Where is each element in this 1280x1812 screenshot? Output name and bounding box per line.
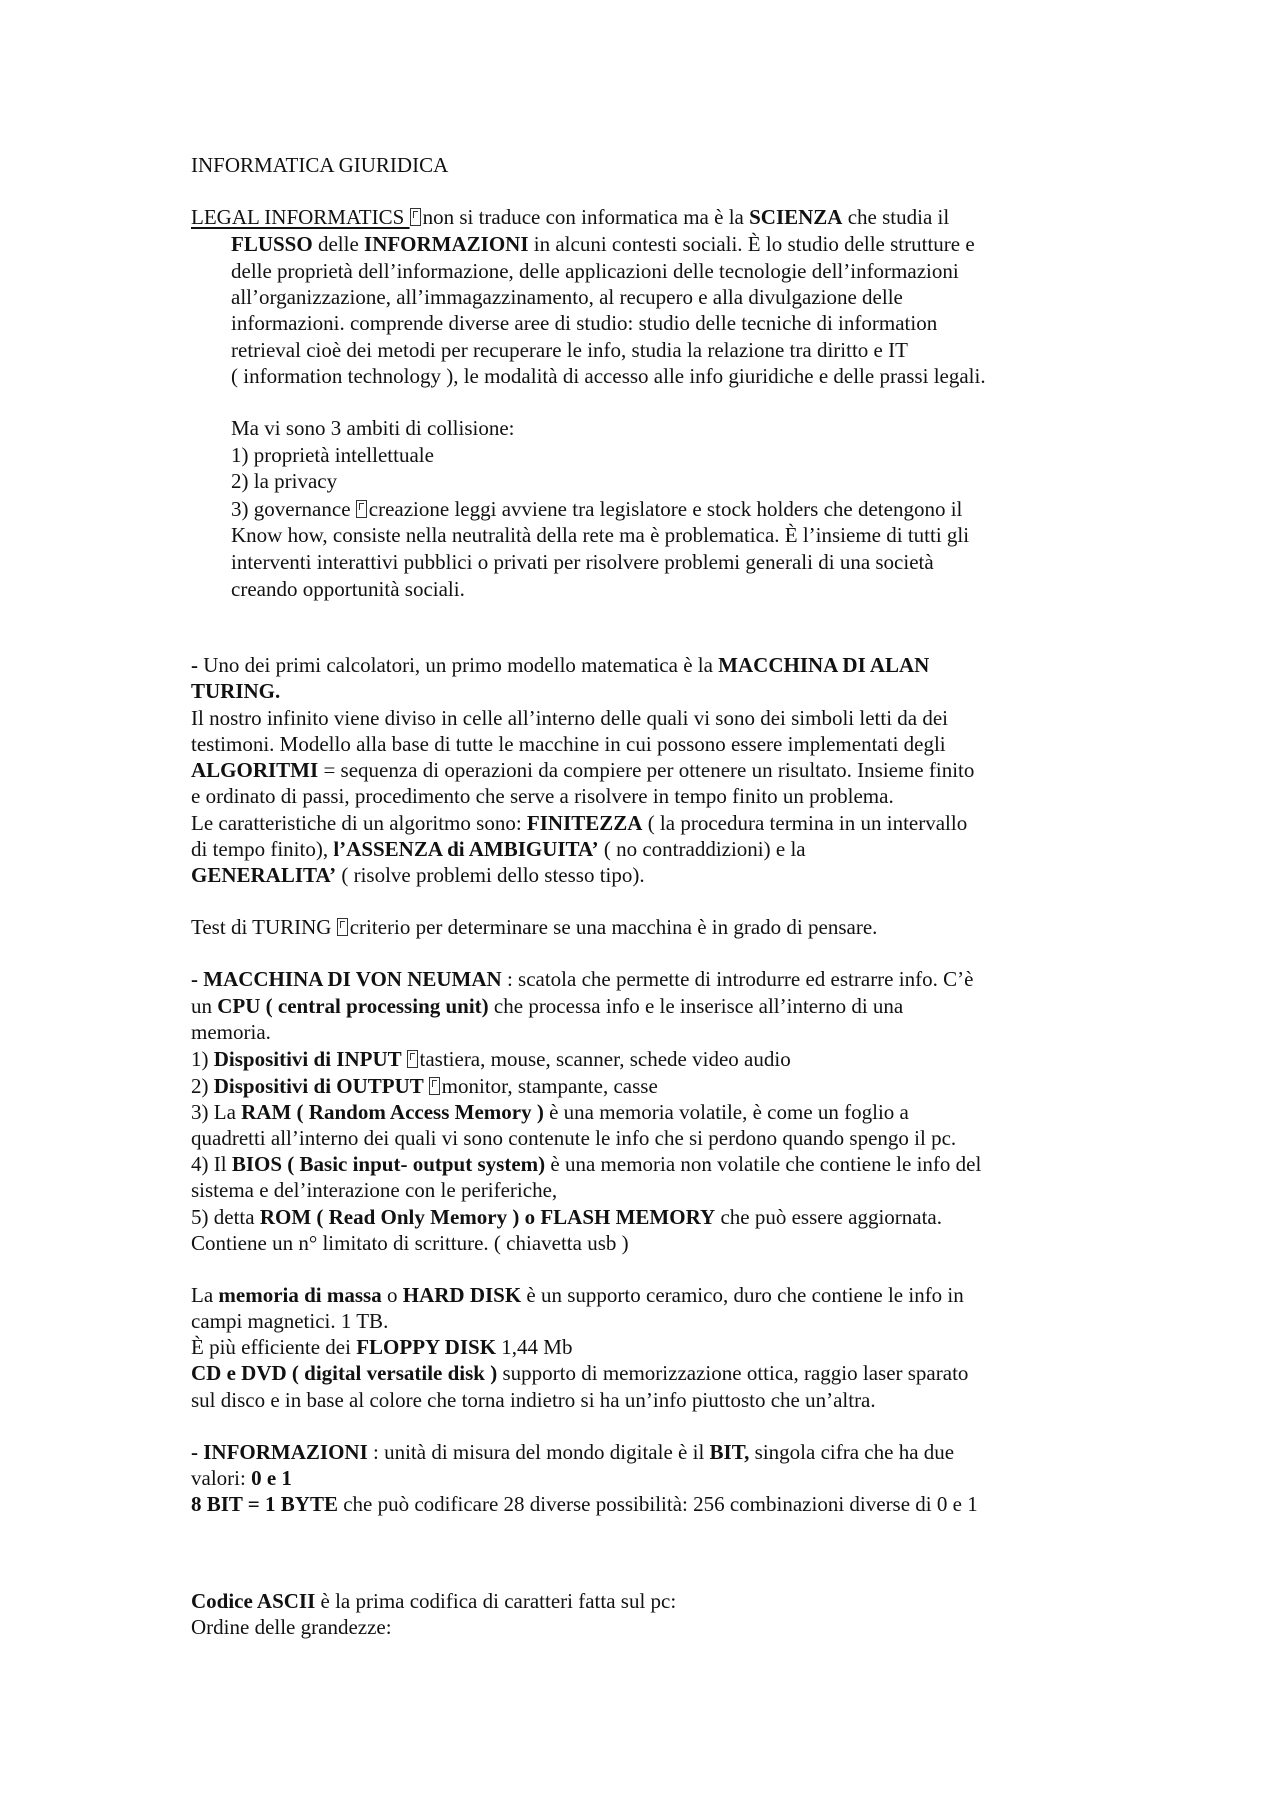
missing-glyph-icon [429, 1077, 440, 1095]
missing-glyph-icon [337, 918, 348, 936]
turing-line-1 [191, 652, 929, 678]
text-run: criterio per determinare se una macchina è in grado di pensare. [349, 915, 878, 939]
legal-line-7: ( information technology ), le modalità di accesso alle info giuridiche e delle prassi legali. [231, 364, 986, 388]
bold-text: - [191, 653, 204, 677]
text-run: in alcuni contesti sociali. È lo studio delle strutture e [528, 232, 975, 256]
text-run: : unità di misura del mondo digitale è il [367, 1440, 710, 1464]
text-run: singola cifra che ha due [749, 1440, 955, 1464]
text-run: Le caratteristiche di un algoritmo sono: [191, 811, 527, 835]
bold-text: - INFORMAZIONI [191, 1440, 368, 1464]
text-run: che può essere aggiornata. [715, 1205, 943, 1229]
missing-glyph-icon [410, 208, 421, 226]
text-run: valori: [191, 1466, 252, 1490]
ambiti-item-3-line-2: Know how, consiste nella neutralità della rete ma è problematica. È l’insieme di tutti gli [231, 523, 970, 547]
ambiti-intro: Ma vi sono 3 ambiti di collisione: [231, 416, 515, 440]
text-run: supporto di memorizzazione ottica, raggio laser sparato [497, 1361, 969, 1385]
bold-text: FLOPPY DISK [356, 1335, 497, 1359]
bold-text: SCIENZA [749, 205, 843, 229]
bold-text: Dispositivi di OUTPUT [213, 1074, 429, 1098]
massa-line-4 [191, 1360, 968, 1386]
text-run: un [191, 994, 218, 1018]
neuman-item-1 [191, 1046, 791, 1072]
info-line-2 [191, 1465, 292, 1491]
text-run: ( risolve problemi dello stesso tipo). [336, 863, 645, 887]
bold-text: HARD DISK [402, 1283, 522, 1307]
turing-line-5 [191, 757, 974, 783]
turing-line-2 [191, 678, 280, 704]
text-run: : scatola che permette di introdurre ed estrarre info. C’è [501, 967, 974, 991]
info-line-1 [191, 1439, 954, 1465]
missing-glyph-icon [356, 500, 367, 518]
bold-text: GENERALITA’ [191, 863, 337, 887]
missing-glyph-icon [407, 1050, 418, 1068]
bold-text: Codice ASCII [191, 1589, 316, 1613]
text-run: 2) [191, 1074, 214, 1098]
ambiti-item-3-line-4: creando opportunità sociali. [231, 577, 465, 601]
text-run: è una memoria non volatile che contiene le info del [545, 1152, 982, 1176]
bold-text: TURING. [191, 679, 281, 703]
turing-line-7 [191, 810, 967, 836]
massa-line-5: sul disco e in base al colore che torna indietro si ha un’info piuttosto che un’altra. [191, 1388, 876, 1412]
neuman-item-4 [191, 1151, 981, 1177]
turing-line-4: testimoni. Modello alla base di tutte le macchine in cui possono essere implementati degli [191, 732, 946, 756]
bold-text: 8 BIT = 1 BYTE [191, 1492, 338, 1516]
bold-text: memoria di massa [218, 1283, 382, 1307]
massa-line-1 [191, 1282, 964, 1308]
text-run: che può codificare 28 diverse possibilità: 256 combinazioni diverse di 0 e 1 [337, 1492, 978, 1516]
text-run: è una memoria volatile, è come un foglio a [543, 1100, 909, 1124]
text-run: monitor, stampante, casse [441, 1074, 658, 1098]
bold-text: RAM ( Random Access Memory ) [241, 1100, 544, 1124]
bold-text: CPU ( central processing unit) [217, 994, 489, 1018]
bold-text: BIOS ( Basic input- output system) [231, 1152, 546, 1176]
legal-line-5: informazioni. comprende diverse aree di studio: studio delle tecniche di information [231, 311, 938, 335]
bold-text: Dispositivi di INPUT [213, 1047, 407, 1071]
legal-line-2 [231, 231, 975, 257]
text-run: 4) Il [191, 1152, 232, 1176]
legal-line-6: retrieval cioè dei metodi per recuperare le info, studia la relazione tra diritto e IT [231, 338, 908, 362]
neuman-item-5 [191, 1204, 942, 1230]
text-run: di tempo finito), [191, 837, 334, 861]
bold-text: CD e DVD ( digital versatile disk ) [191, 1361, 498, 1385]
underlined-heading-text: LEGAL INFORMATICS [191, 205, 410, 229]
text-run: 1,44 Mb [496, 1335, 573, 1359]
info-line-3 [191, 1491, 978, 1517]
text-run: È più efficiente dei [191, 1335, 357, 1359]
ambiti-item-2: 2) la privacy [231, 469, 338, 493]
text-run: Test di TURING [191, 915, 337, 939]
ambiti-item-1: 1) proprietà intellettuale [231, 443, 434, 467]
text-run: tastiera, mouse, scanner, schede video audio [419, 1047, 791, 1071]
neuman-item-3 [191, 1099, 909, 1125]
text-run: 3) governance [231, 497, 356, 521]
text-run: non si traduce con informatica ma è la [422, 205, 750, 229]
ambiti-item-3-line-3: interventi interattivi pubblici o privati per risolvere problemi generali di una società [231, 550, 934, 574]
text-run: o [381, 1283, 403, 1307]
ascii-line-1 [191, 1588, 676, 1614]
text-run: è un supporto ceramico, duro che contiene le info in [521, 1283, 964, 1307]
text-run: 3) La [191, 1100, 242, 1124]
massa-line-2: campi magnetici. 1 TB. [191, 1309, 389, 1333]
turing-line-3: Il nostro infinito viene diviso in celle all’interno delle quali vi sono dei simboli letti da dei [191, 706, 949, 730]
neuman-line-1 [191, 966, 973, 992]
text-run: Uno dei primi calcolatori, un primo modello matematica è la [203, 653, 719, 677]
doc-title: INFORMATICA GIURIDICA [191, 153, 449, 177]
neuman-item-2 [191, 1073, 658, 1099]
neuman-item-4-line-2: sistema e del’interazione con le periferiche, [191, 1178, 558, 1202]
neuman-line-3: memoria. [191, 1020, 271, 1044]
text-run: che studia il [842, 205, 950, 229]
turing-line-8 [191, 836, 806, 862]
bold-text: ROM ( Read Only Memory ) o FLASH MEMORY [259, 1205, 716, 1229]
text-run: = sequenza di operazioni da compiere per ottenere un risultato. Insieme finito [318, 758, 975, 782]
bold-text: l’ASSENZA di AMBIGUITA’ [333, 837, 599, 861]
ambiti-item-3 [231, 496, 962, 522]
text-run: 5) detta [191, 1205, 260, 1229]
bold-text: MACCHINA DI ALAN [718, 653, 930, 677]
legal-line-4: all’organizzazione, all’immagazzinamento, al recupero e alla divulgazione delle [231, 285, 903, 309]
ascii-line-2: Ordine delle grandezze: [191, 1615, 392, 1639]
bold-text: ALGORITMI [191, 758, 319, 782]
bold-text: FINITEZZA [526, 811, 643, 835]
text-run: La [191, 1283, 219, 1307]
legal-line-1 [191, 204, 949, 230]
neuman-line-2 [191, 993, 903, 1019]
turing-line-9 [191, 862, 645, 888]
text-run: ( no contraddizioni) e la [598, 837, 806, 861]
neuman-item-5-line-2: Contiene un n° limitato di scritture. ( chiavetta usb ) [191, 1231, 629, 1255]
text-run: che processa info e le inserisce all’interno di una [488, 994, 904, 1018]
turing-test [191, 914, 877, 940]
text-run: 1) [191, 1047, 214, 1071]
bold-text: BIT, [709, 1440, 750, 1464]
text-run: delle [312, 232, 365, 256]
turing-line-6: e ordinato di passi, procedimento che serve a risolvere in tempo finito un problema. [191, 784, 894, 808]
bold-text: 0 e 1 [251, 1466, 292, 1490]
neuman-item-3-line-2: quadretti all’interno dei quali vi sono contenute le info che si perdono quando spengo il pc. [191, 1126, 957, 1150]
bold-text: FLUSSO [231, 232, 313, 256]
legal-line-3: delle proprietà dell’informazione, delle applicazioni delle tecnologie dell’informazioni [231, 259, 959, 283]
bold-text: INFORMAZIONI [364, 232, 529, 256]
text-run: ( la procedura termina in un intervallo [642, 811, 968, 835]
bold-text: - MACCHINA DI VON NEUMAN [191, 967, 502, 991]
massa-line-3 [191, 1334, 572, 1360]
text-run: creazione leggi avviene tra legislatore e stock holders che detengono il [368, 497, 963, 521]
text-run: è la prima codifica di caratteri fatta sul pc: [315, 1589, 677, 1613]
